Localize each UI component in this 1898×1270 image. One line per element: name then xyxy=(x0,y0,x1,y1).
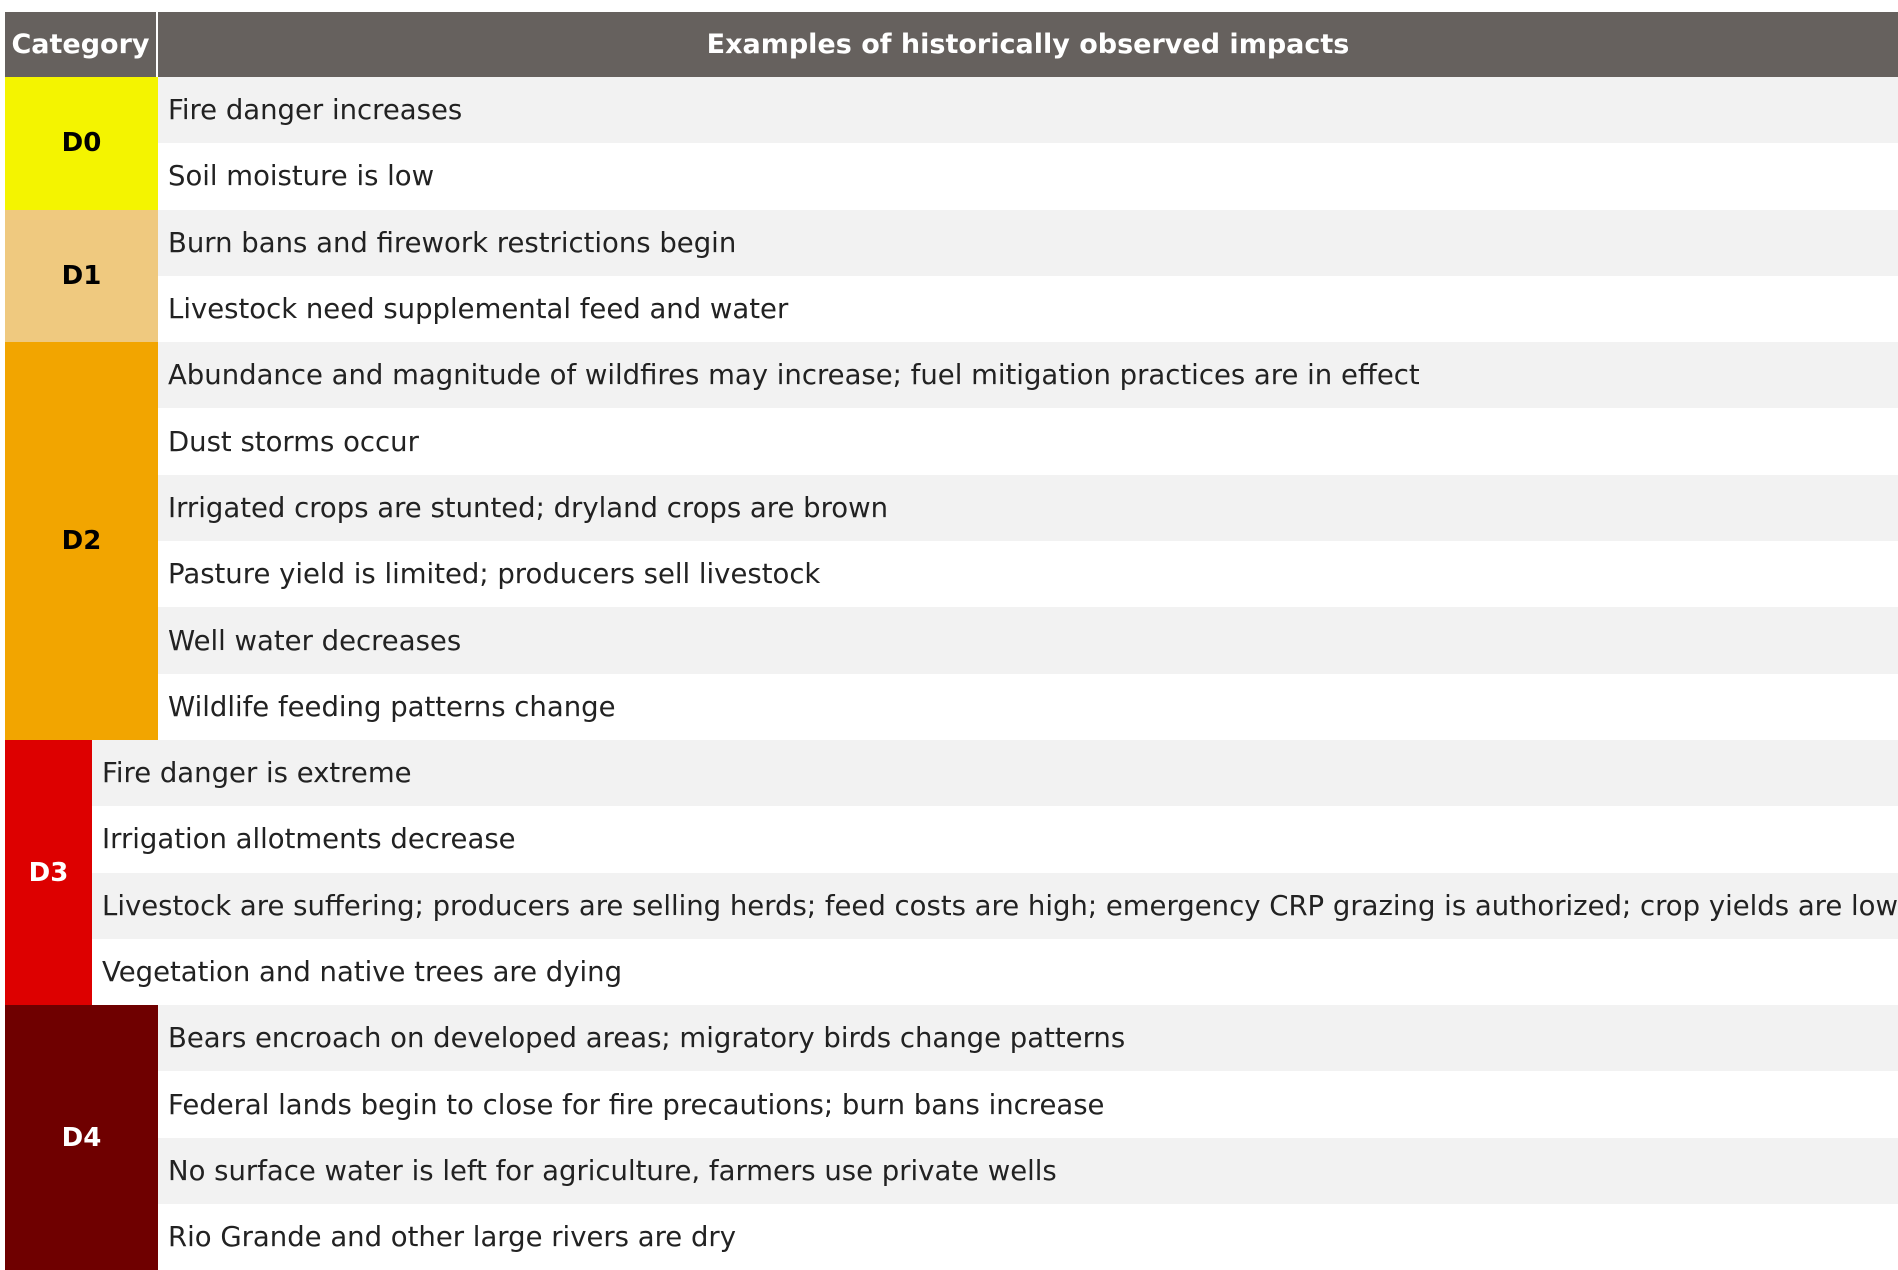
impact-row: Fire danger increases xyxy=(158,77,1898,143)
table-body xyxy=(5,77,1898,1270)
impact-row: Bears encroach on developed areas; migratory birds change patterns xyxy=(158,1005,1898,1071)
table-header xyxy=(5,12,1898,77)
impact-row: No surface water is left for agriculture, farmers use private wells xyxy=(158,1138,1898,1204)
category-group-d3 xyxy=(5,740,1898,1005)
impact-row: Irrigation allotments decrease xyxy=(92,806,1898,872)
impact-rows xyxy=(158,77,1898,210)
category-cell: D3 xyxy=(5,740,92,1005)
impact-row: Well water decreases xyxy=(158,607,1898,673)
impact-row: Soil moisture is low xyxy=(158,143,1898,209)
impact-rows xyxy=(158,342,1898,740)
impact-row: Pasture yield is limited; producers sell livestock xyxy=(158,541,1898,607)
impact-row: Dust storms occur xyxy=(158,408,1898,474)
impact-row: Vegetation and native trees are dying xyxy=(92,939,1898,1005)
impact-row: Federal lands begin to close for fire precautions; burn bans increase xyxy=(158,1071,1898,1137)
impact-row: Rio Grande and other large rivers are dry xyxy=(158,1204,1898,1270)
impact-row: Irrigated crops are stunted; dryland crops are brown xyxy=(158,475,1898,541)
drought-impacts-table xyxy=(5,12,1898,1270)
category-cell: D2 xyxy=(5,342,158,740)
impact-row: Fire danger is extreme xyxy=(92,740,1898,806)
impact-rows xyxy=(92,740,1898,1005)
category-cell: D1 xyxy=(5,210,158,343)
category-cell: D0 xyxy=(5,77,158,210)
category-group-d0 xyxy=(5,77,1898,210)
impact-rows xyxy=(158,1005,1898,1270)
category-column-header: Category xyxy=(5,12,158,77)
category-group-d2 xyxy=(5,342,1898,740)
category-cell: D4 xyxy=(5,1005,158,1270)
impact-rows xyxy=(158,210,1898,343)
impact-row: Wildlife feeding patterns change xyxy=(158,674,1898,740)
impact-row: Livestock are suffering; producers are selling herds; feed costs are high; emergency CRP grazing is authorized; crop yields are low xyxy=(92,873,1898,939)
category-group-d4 xyxy=(5,1005,1898,1270)
category-group-d1 xyxy=(5,210,1898,343)
impact-row: Abundance and magnitude of wildfires may increase; fuel mitigation practices are in effect xyxy=(158,342,1898,408)
impact-row: Livestock need supplemental feed and water xyxy=(158,276,1898,342)
impact-row: Burn bans and firework restrictions begin xyxy=(158,210,1898,276)
impacts-column-header: Examples of historically observed impacts xyxy=(706,29,1350,60)
